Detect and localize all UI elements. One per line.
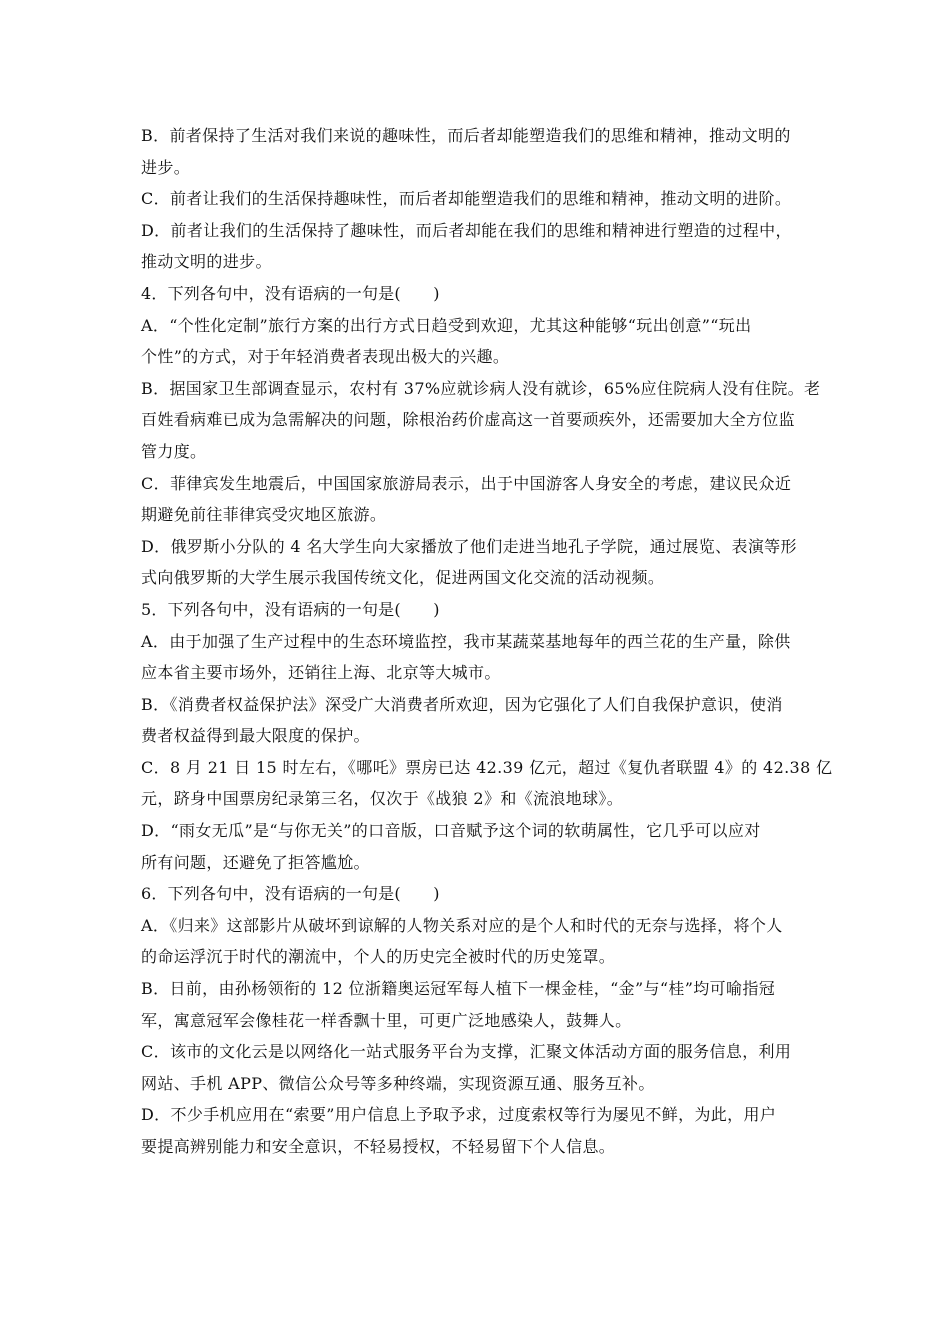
text-line: 管力度。 bbox=[141, 441, 207, 461]
text-line: 期避免前往菲律宾受灾地区旅游。 bbox=[141, 505, 387, 525]
text-line: A．《归来》这部影片从破坏到谅解的人物关系对应的是个人和时代的无奈与选择，将个人 bbox=[141, 915, 783, 935]
question-6-stem: 6．下列各句中，没有语病的一句是( ) bbox=[141, 884, 440, 904]
question-5-stem: 5．下列各句中，没有语病的一句是( ) bbox=[141, 599, 440, 619]
text-line: B．日前，由孙杨领衔的 12 位浙籍奥运冠军每人植下一棵金桂，“金”与“桂”均可喻指冠 bbox=[141, 979, 776, 999]
text-line: D．俄罗斯小分队的 4 名大学生向大家播放了他们走进当地孔子学院，通过展览、表演等形 bbox=[141, 536, 797, 556]
text-line: C．前者让我们的生活保持趣味性，而后者却能塑造我们的思维和精神，推动文明的进阶。 bbox=[141, 189, 792, 209]
text-line: B．前者保持了生活对我们来说的趣味性，而后者却能塑造我们的思维和精神，推动文明的 bbox=[141, 126, 791, 145]
text-line: 的命运浮沉于时代的潮流中，个人的历史完全被时代的历史笼罩。 bbox=[141, 947, 616, 967]
text-line: D．“雨女无瓜”是“与你无关”的口音版，口音赋予这个词的软萌属性，它几乎可以应对 bbox=[141, 821, 761, 841]
text-line: 费者权益得到最大限度的保护。 bbox=[141, 726, 370, 746]
text-line: A．“个性化定制”旅行方案的出行方式日趋受到欢迎，尤其这种能够“玩出创意”“玩出 bbox=[141, 315, 752, 335]
question-4-stem: 4．下列各句中，没有语病的一句是( ) bbox=[141, 283, 440, 303]
document-page bbox=[141, 120, 833, 1163]
text-line: 网站、手机 APP、微信公众号等多种终端，实现资源互通、服务互补。 bbox=[141, 1073, 655, 1093]
text-line: D．前者让我们的生活保持了趣味性，而后者却能在我们的思维和精神进行塑造的过程中， bbox=[141, 220, 792, 240]
text-line: 式向俄罗斯的大学生展示我国传统文化，促进两国文化交流的活动视频。 bbox=[141, 568, 665, 588]
text-line: 应本省主要市场外，还销往上海、北京等大城市。 bbox=[141, 663, 501, 683]
text-line: 推动文明的进步。 bbox=[141, 252, 272, 272]
text-line: 元，跻身中国票房纪录第三名，仅次于《战狼 2》和《流浪地球》。 bbox=[141, 789, 624, 809]
text-line: 所有问题，还避免了拒答尴尬。 bbox=[141, 852, 370, 872]
text-line: C．该市的文化云是以网络化一站式服务平台为支撑，汇聚文体活动方面的服务信息，利用 bbox=[141, 1042, 792, 1062]
text-line: C．菲律宾发生地震后，中国国家旅游局表示，出于中国游客人身安全的考虑，建议民众近 bbox=[141, 473, 792, 493]
text-line: 军，寓意冠军会像桂花一样香飘十里，可更广泛地感染人，鼓舞人。 bbox=[141, 1010, 632, 1030]
text-line: 进步。 bbox=[141, 157, 191, 177]
text-line: C．8 月 21 日 15 时左右，《哪吒》票房已达 42.39 亿元，超过《复仇者联盟 4》的 42.38 亿 bbox=[141, 757, 833, 777]
text-line: B．据国家卫生部调查显示，农村有 37%应就诊病人没有就诊，65%应住院病人没有住院。老 bbox=[141, 378, 821, 398]
text-line: D．不少手机应用在“索要”用户信息上予取予求，过度索权等行为屡见不鲜，为此，用户 bbox=[141, 1105, 777, 1125]
text-line: A．由于加强了生产过程中的生态环境监控，我市某蔬菜基地每年的西兰花的生产量，除供 bbox=[141, 631, 791, 651]
text-line: 百姓看病难已成为急需解决的问题，除根治药价虚高这一首要顽疾外，还需要加大全方位监 bbox=[141, 410, 796, 430]
text-line: 个性”的方式，对于年轻消费者表现出极大的兴趣。 bbox=[141, 347, 510, 367]
text-line: 要提高辨别能力和安全意识，不轻易授权，不轻易留下个人信息。 bbox=[141, 1137, 616, 1156]
text-line: B．《消费者权益保护法》深受广大消费者所欢迎，因为它强化了人们自我保护意识，使消 bbox=[141, 694, 783, 714]
